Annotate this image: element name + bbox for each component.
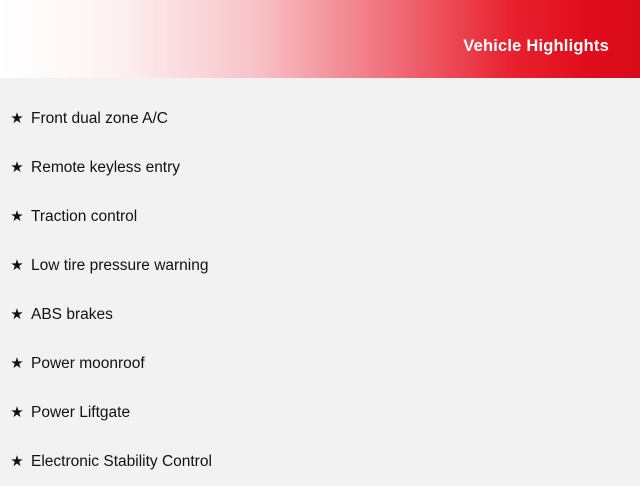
- list-item: [0, 192, 640, 241]
- list-item: [0, 143, 640, 192]
- list-item-label: Front dual zone A/C: [31, 109, 168, 127]
- star-icon: ★: [10, 404, 24, 421]
- star-icon: ★: [10, 355, 24, 372]
- page-title: Vehicle Highlights: [463, 36, 609, 55]
- list-item-label: Power moonroof: [31, 354, 145, 372]
- list-item-label: Electronic Stability Control: [31, 452, 212, 470]
- star-icon: ★: [10, 306, 24, 323]
- star-icon: ★: [10, 257, 24, 274]
- star-icon: ★: [10, 159, 24, 176]
- list-item-label: ABS brakes: [31, 305, 113, 323]
- list-item: [0, 437, 640, 486]
- list-item: [0, 290, 640, 339]
- list-item-label: Low tire pressure warning: [31, 256, 209, 274]
- highlights-list: [0, 78, 640, 486]
- list-item: [0, 339, 640, 388]
- header-banner: [0, 0, 640, 78]
- list-item-label: Power Liftgate: [31, 403, 131, 421]
- list-item: [0, 241, 640, 290]
- list-item: [0, 388, 640, 437]
- list-item: [0, 94, 640, 143]
- list-item-label: Traction control: [31, 207, 138, 225]
- star-icon: ★: [10, 453, 24, 470]
- list-item-label: Remote keyless entry: [31, 158, 181, 176]
- star-icon: ★: [10, 110, 24, 127]
- star-icon: ★: [10, 208, 24, 225]
